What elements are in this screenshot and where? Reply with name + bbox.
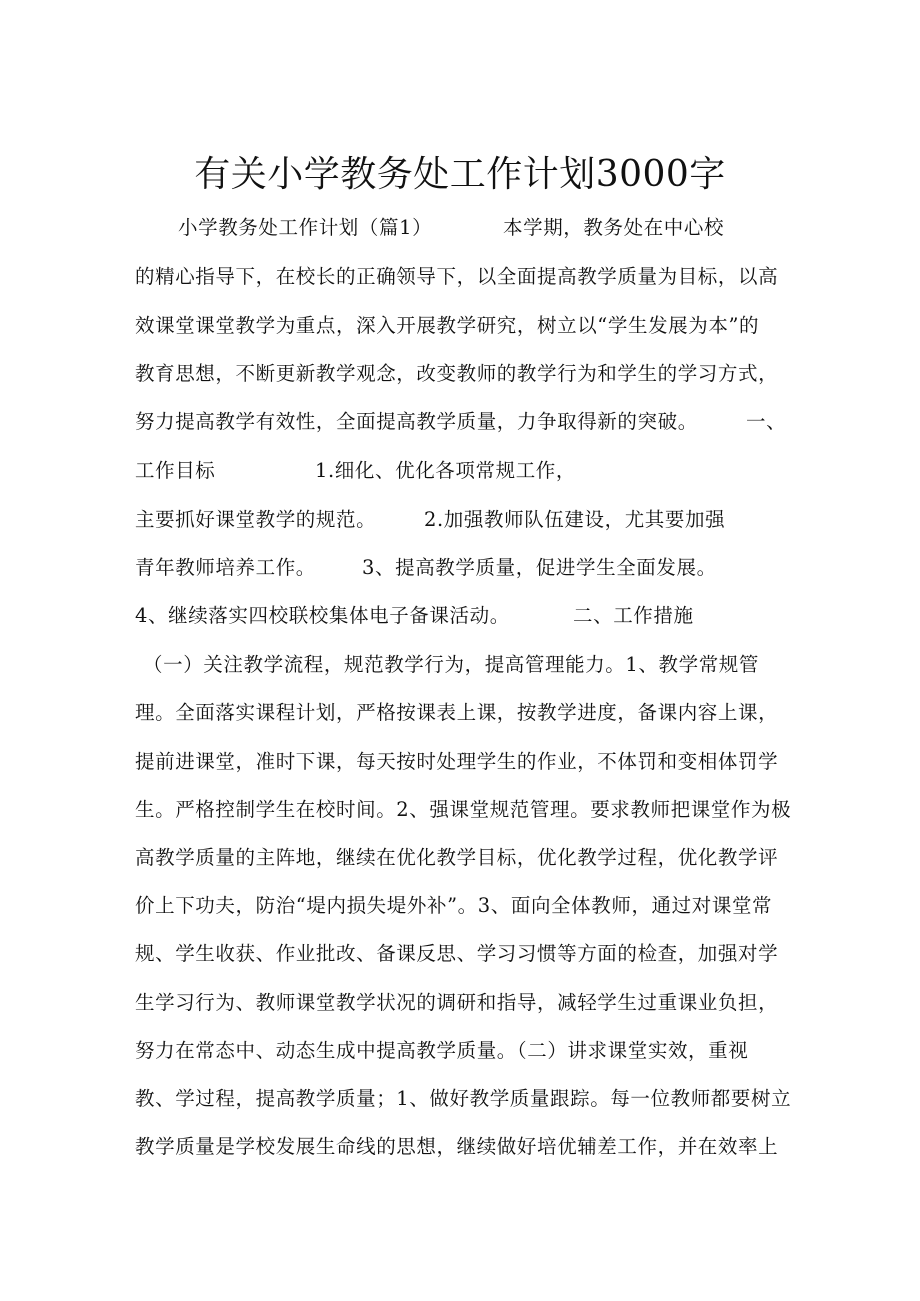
text-segment: 努力提高教学有效性，全面提高教学质量，力争取得新的突破。 <box>135 410 698 433</box>
text-segment: 青年教师培养工作。 <box>135 556 316 579</box>
text-segment: 的精心指导下，在校长的正确领导下，以全面提高教学质量为目标，以高 <box>135 265 779 288</box>
text-segment: 教学质量是学校发展生命线的思想，继续做好培优辅差工作，并在效率上 <box>135 1135 779 1158</box>
text-segment: 价上下功夫，防治“堤内损失堤外补”。3、面向全体教师，通过对课堂常 <box>135 894 773 917</box>
text-segment: 二、工作措施 <box>573 604 694 627</box>
text-segment: 效课堂课堂教学为重点，深入开展教学研究，树立以“学生发展为本”的 <box>135 314 760 337</box>
text-segment: 生。严格控制学生在校时间。2、强课堂规范管理。要求教师把课堂作为极 <box>135 798 792 821</box>
text-segment: 规、学生收获、作业批改、备课反思、学习习惯等方面的检查，加强对学 <box>135 942 779 965</box>
text-segment: 一、 <box>746 410 787 433</box>
text-segment: 4、继续落实四校联校集体电子备课活动。 <box>135 604 510 627</box>
text-segment: 主要抓好课堂教学的规范。 <box>135 508 377 531</box>
text-segment: 小学教务处工作计划（篇1） <box>178 216 433 239</box>
text-segment: 2.加强教师队伍建设，尤其要加强 <box>424 508 726 531</box>
text-segment: 生学习行为、教师课堂教学状况的调研和指导，减轻学生过重课业负担， <box>135 991 779 1014</box>
text-segment: 高教学质量的主阵地，继续在优化教学目标，优化教学过程，优化教学评 <box>135 846 779 869</box>
text-segment: 理。全面落实课程计划，严格按课表上课，按教学进度，备课内容上课， <box>135 701 779 724</box>
text-segment: 努力在常态中、动态生成中提高教学质量。（二）讲求课堂实效，重视 <box>135 1039 749 1062</box>
text-segment: （一）关注教学流程，规范教学行为，提高管理能力。1、教学常规管 <box>143 653 760 676</box>
text-segment: 1.细化、优化各项常规工作， <box>315 459 577 482</box>
text-segment: 3、提高教学质量，促进学生全面发展。 <box>362 556 717 579</box>
text-segment: 本学期，教务处在中心校 <box>503 216 725 239</box>
text-segment: 工作目标 <box>135 459 216 482</box>
document-title: 有关小学教务处工作计划3000字 <box>194 154 726 195</box>
text-segment: 教育思想，不断更新教学观念，改变教师的教学行为和学生的学习方式， <box>135 362 779 385</box>
text-segment: 教、学过程，提高教学质量；1、做好教学质量跟踪。每一位教师都要树立 <box>135 1087 792 1110</box>
text-segment: 提前进课堂，准时下课，每天按时处理学生的作业，不体罚和变相体罚学 <box>135 750 779 773</box>
